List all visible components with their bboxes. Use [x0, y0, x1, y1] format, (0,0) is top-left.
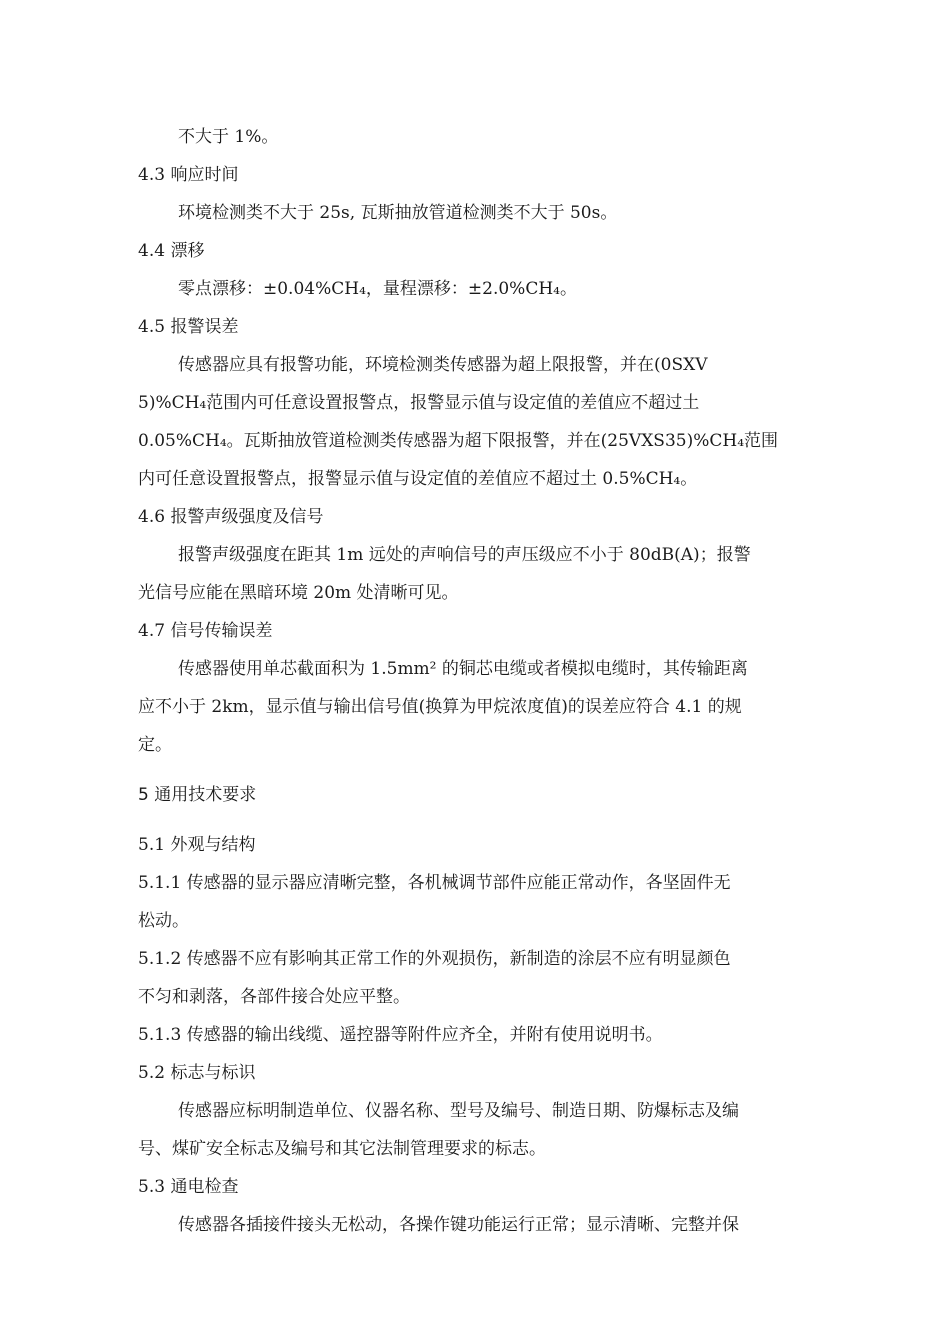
text-line: 0.05%CH₄。瓦斯抽放管道检测类传感器为超下限报警，并在(25VXS35)%CH₄范围 — [138, 431, 779, 451]
text-line: 零点漂移：±0.04%CH₄，量程漂移：±2.0%CH₄。 — [178, 279, 577, 299]
text-line: 松动。 — [138, 911, 189, 931]
text-line: 5.1.3 传感器的输出线缆、遥控器等附件应齐全，并附有使用说明书。 — [138, 1025, 663, 1045]
text-line: 报警声级强度在距其 1m 远处的声响信号的声压级应不小于 80dB(A)；报警 — [178, 545, 751, 565]
text-line: 传感器使用单芯截面积为 1.5mm² 的铜芯电缆或者模拟电缆时，其传输距离 — [178, 659, 748, 679]
text-line: 内可任意设置报警点，报警显示值与设定值的差值应不超过土 0.5%CH₄。 — [138, 469, 698, 489]
text-line: 传感器应标明制造单位、仪器名称、型号及编号、制造日期、防爆标志及编 — [178, 1101, 739, 1121]
text-line: 5.1 外观与结构 — [138, 835, 256, 855]
text-line: 不匀和剥落，各部件接合处应平整。 — [138, 987, 410, 1007]
text-line: 光信号应能在黑暗环境 20m 处清晰可见。 — [138, 583, 459, 603]
text-line: 不大于 1%。 — [178, 127, 279, 147]
text-line: 定。 — [138, 735, 172, 755]
text-line: 号、煤矿安全标志及编号和其它法制管理要求的标志。 — [138, 1139, 546, 1159]
text-line: 5.1.1 传感器的显示器应清晰完整，各机械调节部件应能正常动作，各坚固件无 — [138, 873, 731, 893]
text-line: 环境检测类不大于 25s, 瓦斯抽放管道检测类不大于 50s。 — [178, 203, 618, 223]
text-line: 传感器应具有报警功能，环境检测类传感器为超上限报警，并在(0SXV — [178, 355, 708, 375]
text-line: 4.7 信号传输误差 — [138, 621, 273, 641]
text-line: 4.5 报警误差 — [138, 317, 239, 337]
document-page — [138, 118, 818, 1244]
section-5-heading: 5 通用技术要求 — [138, 785, 257, 805]
text-line: 5.1.2 传感器不应有影响其正常工作的外观损伤，新制造的涂层不应有明显颜色 — [138, 949, 731, 969]
spacer — [138, 764, 818, 776]
text-line: 5.3 通电检查 — [138, 1177, 239, 1197]
text-line: 应不小于 2km，显示值与输出信号值(换算为甲烷浓度值)的误差应符合 4.1 的规 — [138, 697, 742, 717]
text-line: 4.4 漂移 — [138, 241, 205, 261]
text-line: 4.6 报警声级强度及信号 — [138, 507, 324, 527]
text-line: 4.3 响应时间 — [138, 165, 239, 185]
text-line: 传感器各插接件接头无松动，各操作键功能运行正常；显示清晰、完整并保 — [178, 1215, 739, 1235]
document-body-part1 — [138, 118, 818, 764]
text-line: 5.2 标志与标识 — [138, 1063, 256, 1083]
text-line: 5)%CH₄范围内可任意设置报警点，报警显示值与设定值的差值应不超过土 — [138, 393, 700, 413]
document-body-part2 — [138, 826, 818, 1244]
spacer — [138, 814, 818, 826]
